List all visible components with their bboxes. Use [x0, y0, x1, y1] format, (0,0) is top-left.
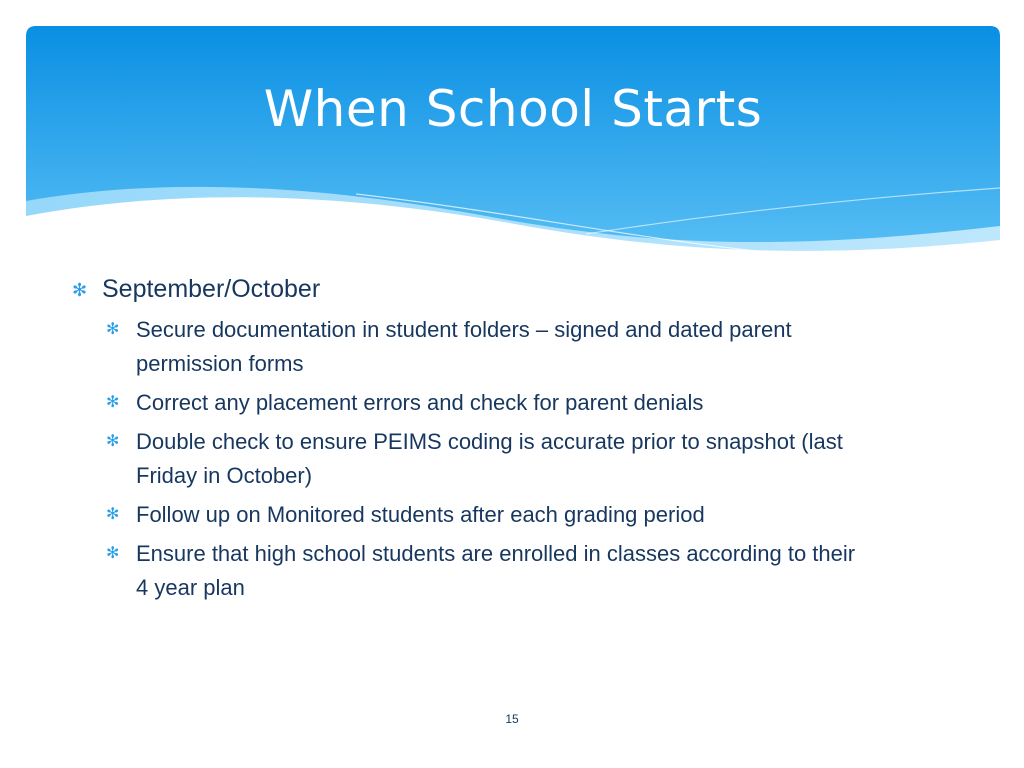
slide-title: When School Starts [263, 80, 763, 138]
list-item [106, 386, 872, 420]
list-item-main [72, 270, 872, 308]
sub-item-text: Correct any placement errors and check for parent denials [136, 390, 704, 415]
asterisk-icon: ✻ [106, 545, 120, 562]
wave-banner-graphic [26, 26, 1000, 266]
list-item [106, 498, 872, 532]
list-item [106, 537, 872, 605]
sub-item-text: Ensure that high school students are enrolled in classes according to their 4 year plan [136, 541, 856, 600]
sub-item-text: Follow up on Monitored students after each grading period [136, 502, 705, 527]
asterisk-icon: ✻ [106, 394, 120, 411]
bullet-list [72, 270, 872, 605]
list-item [106, 425, 872, 493]
sub-item-text: Secure documentation in student folders – signed and dated parent permission forms [136, 317, 792, 376]
asterisk-icon: ✻ [106, 433, 120, 450]
asterisk-icon: ✻ [106, 321, 120, 338]
list-item [106, 313, 872, 381]
page-number: 15 [505, 712, 519, 726]
asterisk-icon: ✻ [72, 280, 88, 300]
main-item-text: September/October [102, 275, 321, 303]
sub-item-text: Double check to ensure PEIMS coding is accurate prior to snapshot (last Friday in October) [136, 429, 843, 488]
title-banner [26, 26, 1000, 266]
asterisk-icon: ✻ [106, 506, 120, 523]
